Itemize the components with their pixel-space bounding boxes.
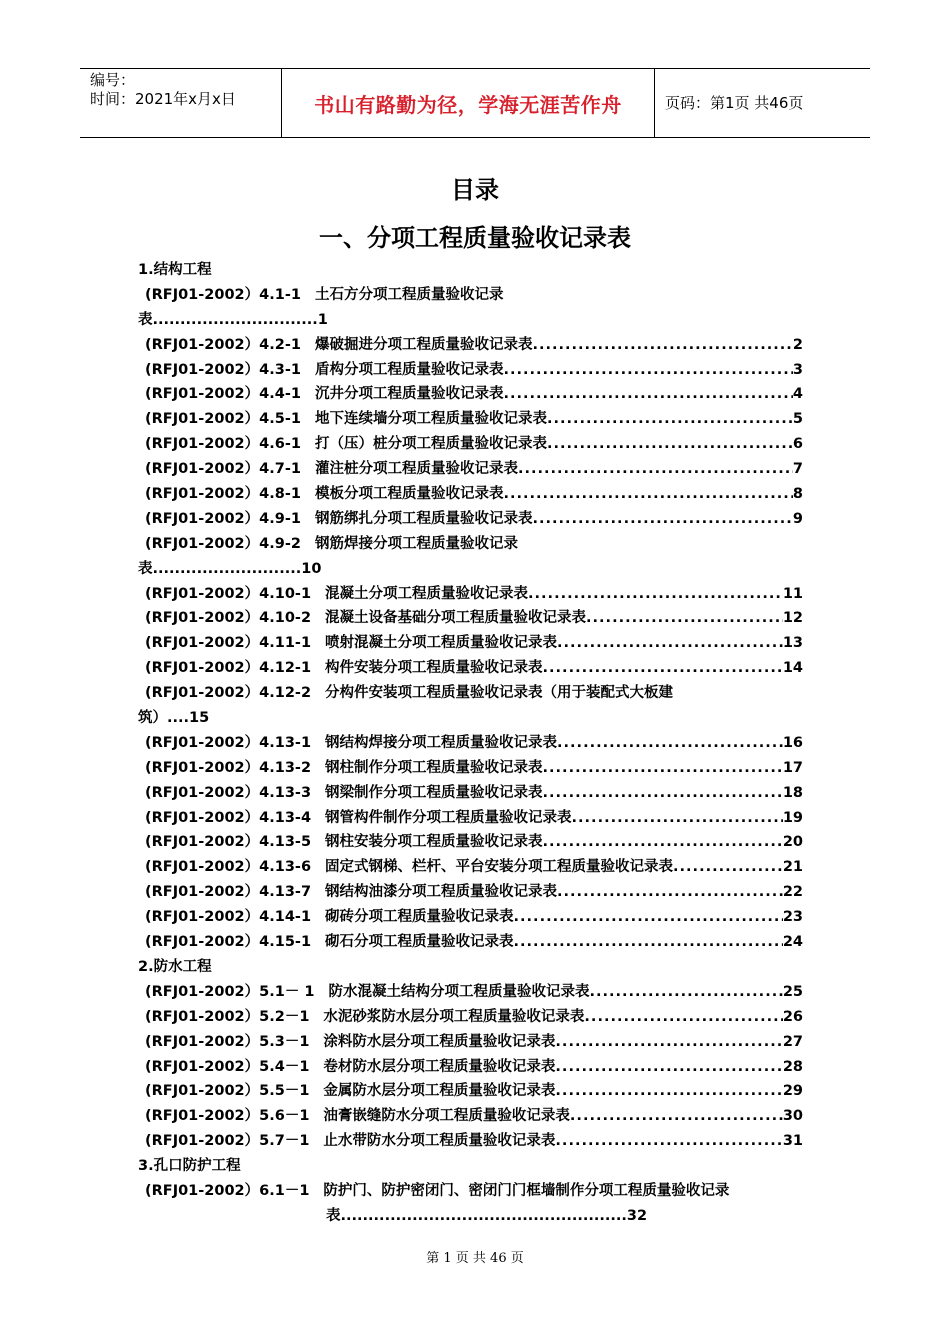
entry-page: 11: [782, 585, 803, 602]
entry-page: 22: [782, 884, 803, 901]
entry-title: 灌注桩分项工程质量验收记录表: [314, 461, 518, 478]
leader-dots: [503, 482, 792, 507]
toc-entry[interactable]: [138, 532, 803, 557]
entry-code: (RFJ01-2002）4.9-2: [145, 535, 301, 552]
leader-dots: [532, 333, 792, 358]
entry-code: (RFJ01-2002）4.15-1: [145, 934, 312, 951]
entry-page: 31: [782, 1133, 803, 1150]
toc-entry[interactable]: [138, 457, 803, 482]
entry-title: 止水带防水分项工程质量验收记录表: [323, 1133, 556, 1150]
entry-code: (RFJ01-2002）5.5－1: [145, 1083, 310, 1100]
entry-title: 土石方分项工程质量验收记录: [314, 286, 504, 303]
leader-dots: [584, 1005, 782, 1030]
leader-dots: [555, 1129, 782, 1154]
entry-page: 13: [782, 635, 803, 652]
entry-title: 固定式钢梯、栏杆、平台安装分项工程质量验收记录表: [325, 859, 674, 876]
section-heading: 2.防水工程: [138, 958, 212, 975]
toc-entry[interactable]: [138, 407, 803, 432]
toc-entry[interactable]: [138, 806, 803, 831]
entry-code: (RFJ01-2002）4.13-5: [145, 834, 312, 851]
entry-code: (RFJ01-2002）4.12-1: [145, 660, 312, 677]
entry-code: (RFJ01-2002）6.1－1: [145, 1182, 310, 1199]
toc-entry[interactable]: [138, 681, 803, 706]
toc-entry[interactable]: [138, 756, 803, 781]
toc-entry[interactable]: [138, 382, 803, 407]
entry-page: 8: [792, 486, 803, 503]
entry-code: (RFJ01-2002）4.10-1: [145, 585, 312, 602]
entry-title: 砌砖分项工程质量验收记录表: [325, 909, 514, 926]
entry-title: 防水混凝土结构分项工程质量验收记录表: [328, 983, 590, 1000]
entry-page: 16: [782, 734, 803, 751]
header-divider: [654, 69, 655, 137]
header-meta: [90, 71, 236, 109]
leader-dots: [543, 656, 783, 681]
entry-code: (RFJ01-2002）4.9-1: [145, 510, 301, 527]
toc-entry[interactable]: [138, 1079, 803, 1104]
entry-title: 钢管构件制作分项工程质量验收记录表: [325, 809, 572, 826]
entry-code: (RFJ01-2002）5.6－1: [145, 1108, 310, 1125]
entry-title: 分构件安装项工程质量验收记录表（用于装配式大板建: [325, 685, 674, 702]
entry-page: 26: [782, 1008, 803, 1025]
entry-title: 钢结构焊接分项工程质量验收记录表: [325, 734, 558, 751]
entry-continuation[interactable]: 表...........................10: [138, 560, 322, 577]
toc-entry[interactable]: [138, 606, 803, 631]
entry-code: (RFJ01-2002）4.12-2: [145, 685, 312, 702]
entry-page: 25: [782, 983, 803, 1000]
entry-code: (RFJ01-2002）4.7-1: [145, 461, 301, 478]
section-heading: 1.结构工程: [138, 262, 212, 278]
entry-title: 金属防水层分项工程质量验收记录表: [323, 1083, 556, 1100]
entry-continuation[interactable]: 筑）....15: [138, 710, 210, 727]
leader-dots: [570, 1104, 783, 1129]
entry-code: (RFJ01-2002）5.3－1: [145, 1033, 310, 1050]
entry-title: 打（压）桩分项工程质量验收记录表: [314, 436, 547, 453]
toc-entry[interactable]: [138, 482, 803, 507]
entry-title: 油膏嵌缝防水分项工程质量验收记录表: [323, 1108, 570, 1125]
motto: 书山有路勤为径，学海无涯苦作舟: [314, 92, 622, 117]
toc-entry[interactable]: [138, 980, 803, 1005]
entry-page: 12: [782, 610, 803, 627]
entry-title: 爆破掘进分项工程质量验收记录表: [314, 336, 533, 353]
entry-page: 3: [792, 361, 803, 378]
leader-dots: [673, 855, 783, 880]
entry-title: 防护门、防护密闭门、密闭门门框墙制作分项工程质量验收记录: [323, 1182, 730, 1199]
leader-dots: [528, 582, 783, 607]
entry-code: (RFJ01-2002）4.14-1: [145, 909, 312, 926]
entry-page: 7: [792, 461, 803, 478]
leader-dots: [547, 407, 793, 432]
toc-entry[interactable]: [138, 1030, 803, 1055]
leader-dots: [555, 1030, 782, 1055]
toc-entry[interactable]: [138, 333, 803, 358]
toc-entry[interactable]: [138, 781, 803, 806]
toc-entry[interactable]: [138, 631, 803, 656]
entry-continuation[interactable]: 表....................................................32: [326, 1207, 648, 1224]
leader-dots: [557, 631, 783, 656]
toc-entry[interactable]: [138, 1055, 803, 1080]
header-table: [80, 68, 870, 138]
entry-code: (RFJ01-2002）4.13-2: [145, 759, 312, 776]
entry-title: 地下连续墙分项工程质量验收记录表: [314, 411, 547, 428]
entry-page: 30: [782, 1108, 803, 1125]
toc-entry[interactable]: [138, 1179, 803, 1204]
toc-entry[interactable]: [138, 1129, 803, 1154]
leader-dots: [503, 382, 792, 407]
entry-page: 28: [782, 1058, 803, 1075]
toc-entry[interactable]: [138, 731, 803, 756]
page-title: 目录: [451, 176, 499, 204]
toc-entry[interactable]: [138, 432, 803, 457]
toc-entry[interactable]: [138, 283, 803, 308]
section-heading: 3.孔口防护工程: [138, 1158, 241, 1175]
number-label: 编号：: [90, 71, 136, 89]
leader-dots: [518, 457, 793, 482]
toc-entry[interactable]: [138, 830, 803, 855]
leader-dots: [572, 806, 783, 831]
leader-dots: [514, 930, 783, 955]
entry-code: (RFJ01-2002）4.13-4: [145, 809, 312, 826]
toc-entry[interactable]: [138, 855, 803, 880]
leader-dots: [543, 830, 783, 855]
entry-page: 14: [782, 660, 803, 677]
entry-title: 钢梁制作分项工程质量验收记录表: [325, 784, 543, 801]
entry-code: (RFJ01-2002）5.7－1: [145, 1133, 310, 1150]
entry-page: 23: [782, 909, 803, 926]
entry-page: 9: [792, 510, 803, 527]
entry-title: 混凝土设备基础分项工程质量验收记录表: [325, 610, 587, 627]
leader-dots: [543, 756, 783, 781]
toc-entry[interactable]: [138, 1104, 803, 1129]
toc-entry[interactable]: [138, 905, 803, 930]
entry-page: 20: [782, 834, 803, 851]
entry-continuation[interactable]: 表..............................1: [138, 311, 328, 328]
entry-title: 混凝土分项工程质量验收记录表: [325, 585, 529, 602]
entry-page: 6: [792, 436, 803, 453]
toc-entry[interactable]: [138, 930, 803, 955]
entry-title: 钢柱制作分项工程质量验收记录表: [325, 759, 543, 776]
entry-page: 17: [782, 759, 803, 776]
entry-title: 盾构分项工程质量验收记录表: [314, 361, 504, 378]
entry-title: 涂料防水层分项工程质量验收记录表: [323, 1033, 556, 1050]
entry-page: 18: [782, 784, 803, 801]
toc-entry[interactable]: [138, 507, 803, 532]
leader-dots: [547, 432, 793, 457]
entry-code: (RFJ01-2002）4.2-1: [145, 336, 301, 353]
entry-page: 29: [782, 1083, 803, 1100]
entry-code: (RFJ01-2002）4.13-1: [145, 734, 312, 751]
toc-entry[interactable]: [138, 880, 803, 905]
entry-page: 5: [792, 411, 803, 428]
leader-dots: [589, 980, 782, 1005]
entry-title: 构件安装分项工程质量验收记录表: [325, 660, 543, 677]
time-label: 时间：2021年x月x日: [90, 90, 236, 108]
toc-entry[interactable]: [138, 358, 803, 383]
entry-title: 钢筋焊接分项工程质量验收记录: [314, 535, 518, 552]
leader-dots: [503, 358, 792, 383]
entry-code: (RFJ01-2002）4.11-1: [145, 635, 312, 652]
entry-code: (RFJ01-2002）4.13-6: [145, 859, 312, 876]
toc-entry[interactable]: [138, 656, 803, 681]
leader-dots: [514, 905, 783, 930]
entry-code: (RFJ01-2002）4.10-2: [145, 610, 312, 627]
leader-dots: [555, 1055, 782, 1080]
leader-dots: [532, 507, 792, 532]
entry-code: (RFJ01-2002）5.2－1: [145, 1008, 310, 1025]
entry-code: (RFJ01-2002）4.8-1: [145, 486, 301, 503]
leader-dots: [543, 781, 783, 806]
entry-page: 2: [792, 336, 803, 353]
entry-page: 27: [782, 1033, 803, 1050]
entry-code: (RFJ01-2002）4.1-1: [145, 286, 301, 303]
entry-title: 水泥砂浆防水层分项工程质量验收记录表: [323, 1008, 585, 1025]
entry-title: 模板分项工程质量验收记录表: [314, 486, 504, 503]
entry-page: 19: [782, 809, 803, 826]
entry-code: (RFJ01-2002）4.6-1: [145, 436, 301, 453]
entry-code: (RFJ01-2002）4.3-1: [145, 361, 301, 378]
page-subtitle: 一、分项工程质量验收记录表: [319, 224, 631, 252]
entry-title: 喷射混凝土分项工程质量验收记录表: [325, 635, 558, 652]
table-of-contents: [138, 258, 803, 1229]
entry-page: 24: [782, 934, 803, 951]
leader-dots: [586, 606, 783, 631]
entry-code: (RFJ01-2002）4.13-7: [145, 884, 312, 901]
entry-title: 砌石分项工程质量验收记录表: [325, 934, 514, 951]
page-info: 页码：第1页 共46页: [665, 94, 804, 112]
page-footer: 第 1 页 共 46 页: [426, 1251, 524, 1266]
entry-code: (RFJ01-2002）5.1－ 1: [145, 983, 315, 1000]
leader-dots: [557, 880, 783, 905]
toc-entry[interactable]: [138, 1005, 803, 1030]
entry-title: 钢结构油漆分项工程质量验收记录表: [325, 884, 558, 901]
leader-dots: [555, 1079, 782, 1104]
entry-title: 钢筋绑扎分项工程质量验收记录表: [314, 510, 533, 527]
entry-code: (RFJ01-2002）4.4-1: [145, 386, 301, 403]
toc-entry[interactable]: [138, 582, 803, 607]
entry-title: 卷材防水层分项工程质量验收记录表: [323, 1058, 556, 1075]
leader-dots: [557, 731, 783, 756]
entry-title: 钢柱安装分项工程质量验收记录表: [325, 834, 543, 851]
entry-code: (RFJ01-2002）4.13-3: [145, 784, 312, 801]
entry-code: (RFJ01-2002）5.4－1: [145, 1058, 310, 1075]
entry-page: 21: [782, 859, 803, 876]
entry-title: 沉井分项工程质量验收记录表: [314, 386, 504, 403]
entry-code: (RFJ01-2002）4.5-1: [145, 411, 301, 428]
entry-page: 4: [792, 386, 803, 403]
